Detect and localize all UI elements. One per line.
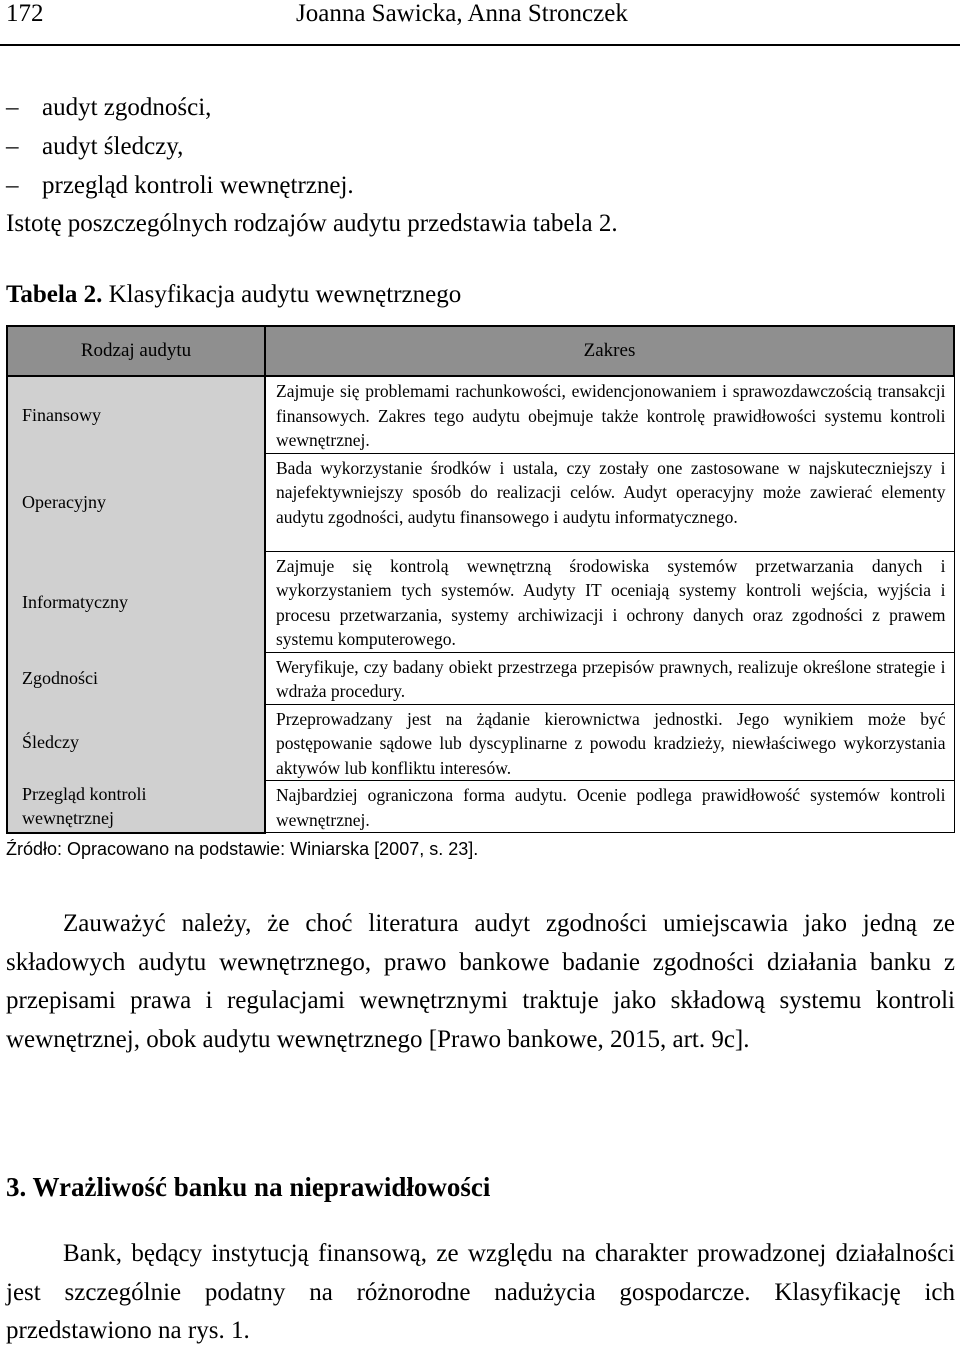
table-caption [6, 278, 461, 312]
table-row [7, 376, 954, 453]
table-row [7, 781, 954, 833]
page-header [0, 0, 960, 46]
audit-type-cell: Zgodności [7, 652, 265, 704]
table-header-row [7, 326, 954, 376]
column-header-scope: Zakres [265, 326, 954, 376]
table-caption-label: Tabela 2. [6, 281, 103, 308]
table-caption-text: Klasyfikacja audytu wewnętrznego [102, 281, 462, 308]
list-item: – przegląd kontroli wewnętrznej. [6, 172, 354, 199]
body-paragraph: Bank, będący instytucją finansową, ze względu na charakter prowadzonej działalności jest szczególnie podatny na różnorodne nadużycia gospodarcze. Klasyfikację ich przedstawiono na rys. 1. [6, 1240, 955, 1344]
audit-types-list [6, 88, 354, 205]
audit-type-cell: Finansowy [7, 376, 265, 453]
audit-scope-cell: Bada wykorzystanie środków i ustala, czy zostały one zastosowane w najskuteczniejszy i najefektywniejszy sposób do realizacji celów. Audyt operacyjny może zawierać elementy audytu zgodności, audytu finansowego i audytu informatycznego. [265, 453, 954, 551]
table-row [7, 704, 954, 781]
audit-scope-cell: Przeprowadzany jest na żądanie kierownictwa jednostki. Jego wynikiem może być postępowanie sądowe lub dyscyplinarne z powodu kradzieży, niewłaściwego wykorzystania aktywów lub konfliktu interesów. [265, 704, 954, 781]
list-item: – audyt śledczy, [6, 133, 184, 160]
intro-sentence: Istotę poszczególnych rodzajów audytu przedstawia tabela 2. [6, 210, 618, 237]
audit-type-cell: Śledczy [7, 704, 265, 781]
audit-type-cell: Informatyczny [7, 551, 265, 652]
section-heading: 3. Wrażliwość banku na nieprawidłowości [6, 1172, 491, 1202]
audit-type-cell: Przegląd kontroli wewnętrznej [7, 781, 265, 833]
list-item: – audyt zgodności, [6, 94, 212, 121]
table-row [7, 551, 954, 652]
audit-type-cell: Operacyjny [7, 453, 265, 551]
audit-scope-cell: Zajmuje się problemami rachunkowości, ewidencjonowaniem i sprawozdawczością transakcji finansowych. Zakres tego audytu obejmuje także kontrolę prawidłowości systemu kontroli wewnętrznej. [265, 376, 954, 453]
table-source-note: Źródło: Opracowano na podstawie: Winiarska [2007, s. 23]. [6, 839, 479, 859]
table-row [7, 453, 954, 551]
audit-classification-table [6, 325, 955, 834]
audit-scope-cell: Zajmuje się kontrolą wewnętrzną środowiska systemów przetwarzania danych i wykorzystaniem tych systemów. Audyty IT oceniają systemy kontroli wejścia, wyjścia i procesu przetwarzania, systemy archiwizacji i ochrony danych oraz zgodności z prawem systemu komputerowego. [265, 551, 954, 652]
running-head-authors: Joanna Sawicka, Anna Stronczek [296, 0, 628, 27]
table-row [7, 652, 954, 704]
body-paragraph: Zauważyć należy, że choć literatura audyt zgodności umiejscawia jako jedną ze składowych audytu wewnętrznego, prawo bankowe badanie zgodności działania banku z przepisami prawa i regulacjami wewnętrznymi traktuje jako składową systemu kontroli wewnętrznej, obok audytu wewnętrznego [Prawo bankowe, 2015, art. 9c]. [6, 910, 955, 1053]
audit-scope-cell: Najbardziej ograniczona forma audytu. Ocenie podlega prawidłowość systemów kontroli wewnętrznej. [265, 781, 954, 833]
column-header-type: Rodzaj audytu [7, 326, 265, 376]
audit-scope-cell: Weryfikuje, czy badany obiekt przestrzega przepisów prawnych, realizuje określone strategie i wdraża procedury. [265, 652, 954, 704]
page-number: 172 [6, 0, 44, 27]
